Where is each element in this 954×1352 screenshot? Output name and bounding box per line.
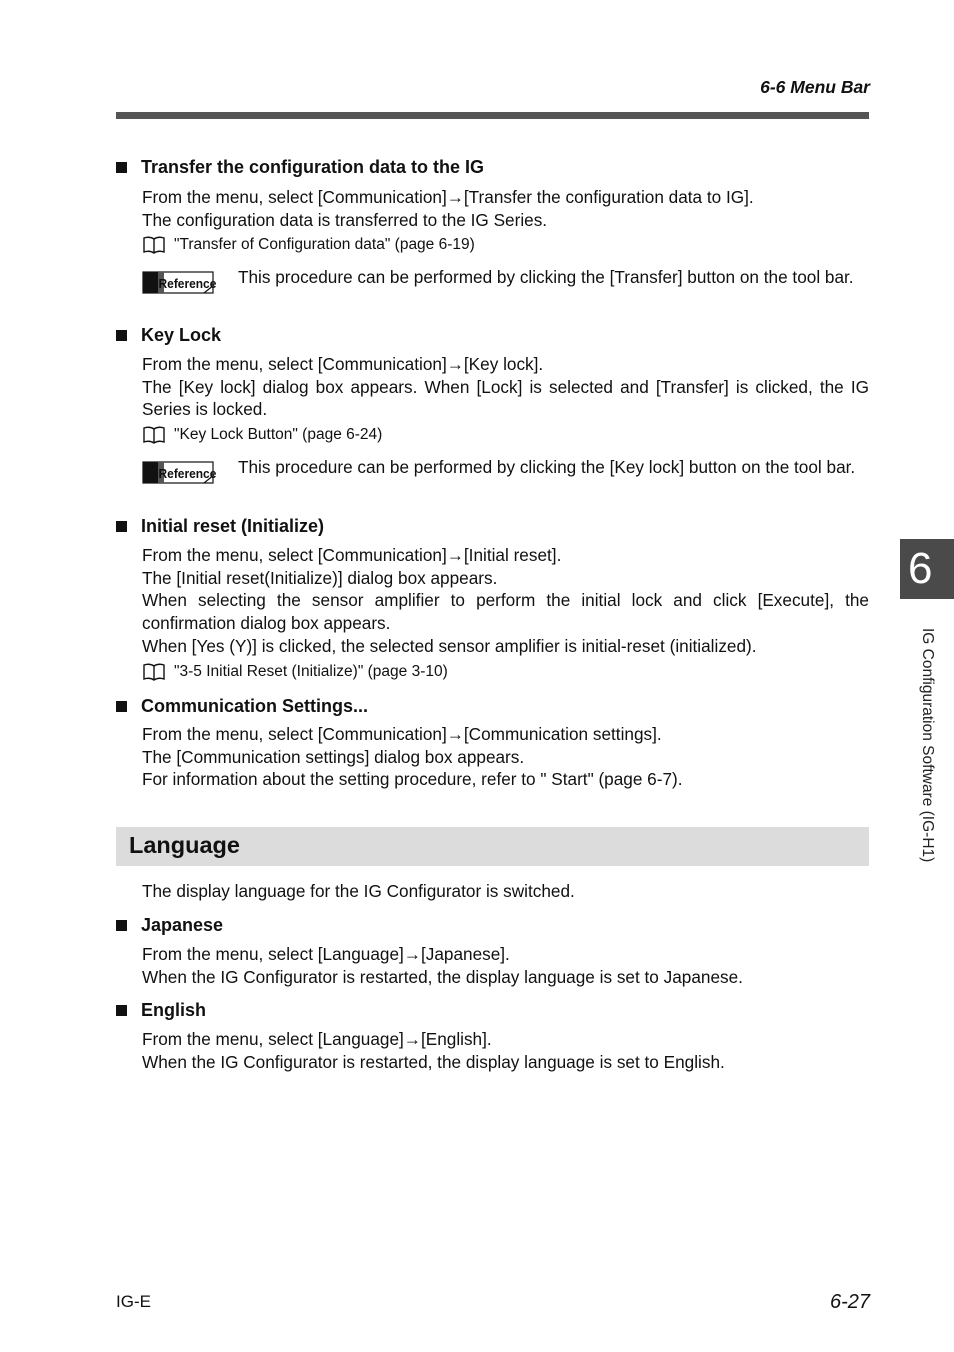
language-section-header	[116, 827, 869, 866]
footer-page-number: 6-27	[829, 1291, 870, 1313]
section-heading: English	[141, 1000, 207, 1020]
note-text: This procedure can be performed by clicking the [Key lock] button on the tool bar.	[238, 457, 856, 478]
section-english	[116, 998, 869, 1073]
section-heading: Transfer the configuration data to the IG	[141, 157, 485, 177]
body-line: When [Yes (Y)] is clicked, the selected sensor amplifier is initial-reset (initialized).	[142, 635, 757, 656]
note-text: This procedure can be performed by clicking the [Transfer] button on the tool bar.	[238, 267, 854, 288]
chapter-number: 6	[908, 544, 933, 593]
section-transfer	[116, 155, 869, 296]
body-line: For information about the setting procedure, refer to " Start" (page 6-7).	[142, 769, 683, 790]
body-line: The [Key lock] dialog box appears. When [Lock] is selected and [Transfer] is clicked, the IG Series is locked.	[142, 376, 869, 420]
chapter-tab[interactable]	[900, 539, 954, 599]
book-icon	[142, 426, 166, 444]
body-line: From the menu, select [Communication]→[Communication settings].	[142, 724, 662, 744]
reference-badge-text: Reference	[158, 466, 216, 482]
section-japanese	[116, 913, 869, 988]
section-heading: Key Lock	[141, 325, 222, 345]
footer-manual-code: IG-E	[116, 1292, 151, 1311]
square-bullet-icon	[116, 701, 127, 712]
reference-link[interactable]: "Key Lock Button" (page 6-24)	[174, 426, 383, 444]
square-bullet-icon	[116, 521, 127, 532]
body-line: The [Communication settings] dialog box appears.	[142, 746, 525, 767]
section-communication-settings	[116, 694, 869, 791]
section-initial-reset	[116, 514, 869, 683]
body-line: The configuration data is transferred to the IG Series.	[142, 209, 548, 230]
reference-note	[142, 456, 869, 486]
body-line: From the menu, select [Communication]→[Transfer the configuration data to IG].	[142, 187, 754, 207]
body-line: From the menu, select [Communication]→[Initial reset].	[142, 545, 562, 565]
reference-badge-text: Reference	[158, 276, 216, 292]
section-heading: Initial reset (Initialize)	[141, 516, 325, 536]
side-chapter-label: IG Configuration Software (IG-H1)	[919, 628, 936, 863]
header-rule	[116, 112, 869, 119]
body-line: From the menu, select [Communication]→[Key lock].	[142, 354, 544, 374]
body-line: From the menu, select [Language]→[English].	[142, 1029, 492, 1049]
reference-note	[142, 266, 869, 296]
square-bullet-icon	[116, 1005, 127, 1016]
reference-link[interactable]: "Transfer of Configuration data" (page 6-19)	[174, 236, 475, 254]
reference-badge-icon	[142, 270, 216, 296]
body-line: The [Initial reset(Initialize)] dialog box appears.	[142, 567, 498, 588]
book-icon	[142, 236, 166, 254]
body-line: When selecting the sensor amplifier to perform the initial lock and click [Execute], the confirmation dialog box appears.	[142, 590, 869, 634]
section-heading: Communication Settings...	[141, 696, 369, 716]
square-bullet-icon	[116, 920, 127, 931]
square-bullet-icon	[116, 330, 127, 341]
section-heading: Japanese	[141, 915, 224, 935]
book-icon	[142, 663, 166, 681]
body-line: The display language for the IG Configurator is switched.	[142, 881, 575, 901]
reference-link[interactable]: "3-5 Initial Reset (Initialize)" (page 3-10)	[174, 662, 448, 680]
language-intro	[116, 880, 869, 903]
language-title: Language	[129, 832, 240, 858]
reference-badge-icon	[142, 460, 216, 486]
header-title: 6-6 Menu Bar	[760, 77, 870, 97]
square-bullet-icon	[116, 162, 127, 173]
body-line: When the IG Configurator is restarted, the display language is set to Japanese.	[142, 966, 743, 987]
body-line: From the menu, select [Language]→[Japanese].	[142, 944, 510, 964]
section-key-lock	[116, 323, 869, 486]
body-line: When the IG Configurator is restarted, the display language is set to English.	[142, 1051, 725, 1072]
